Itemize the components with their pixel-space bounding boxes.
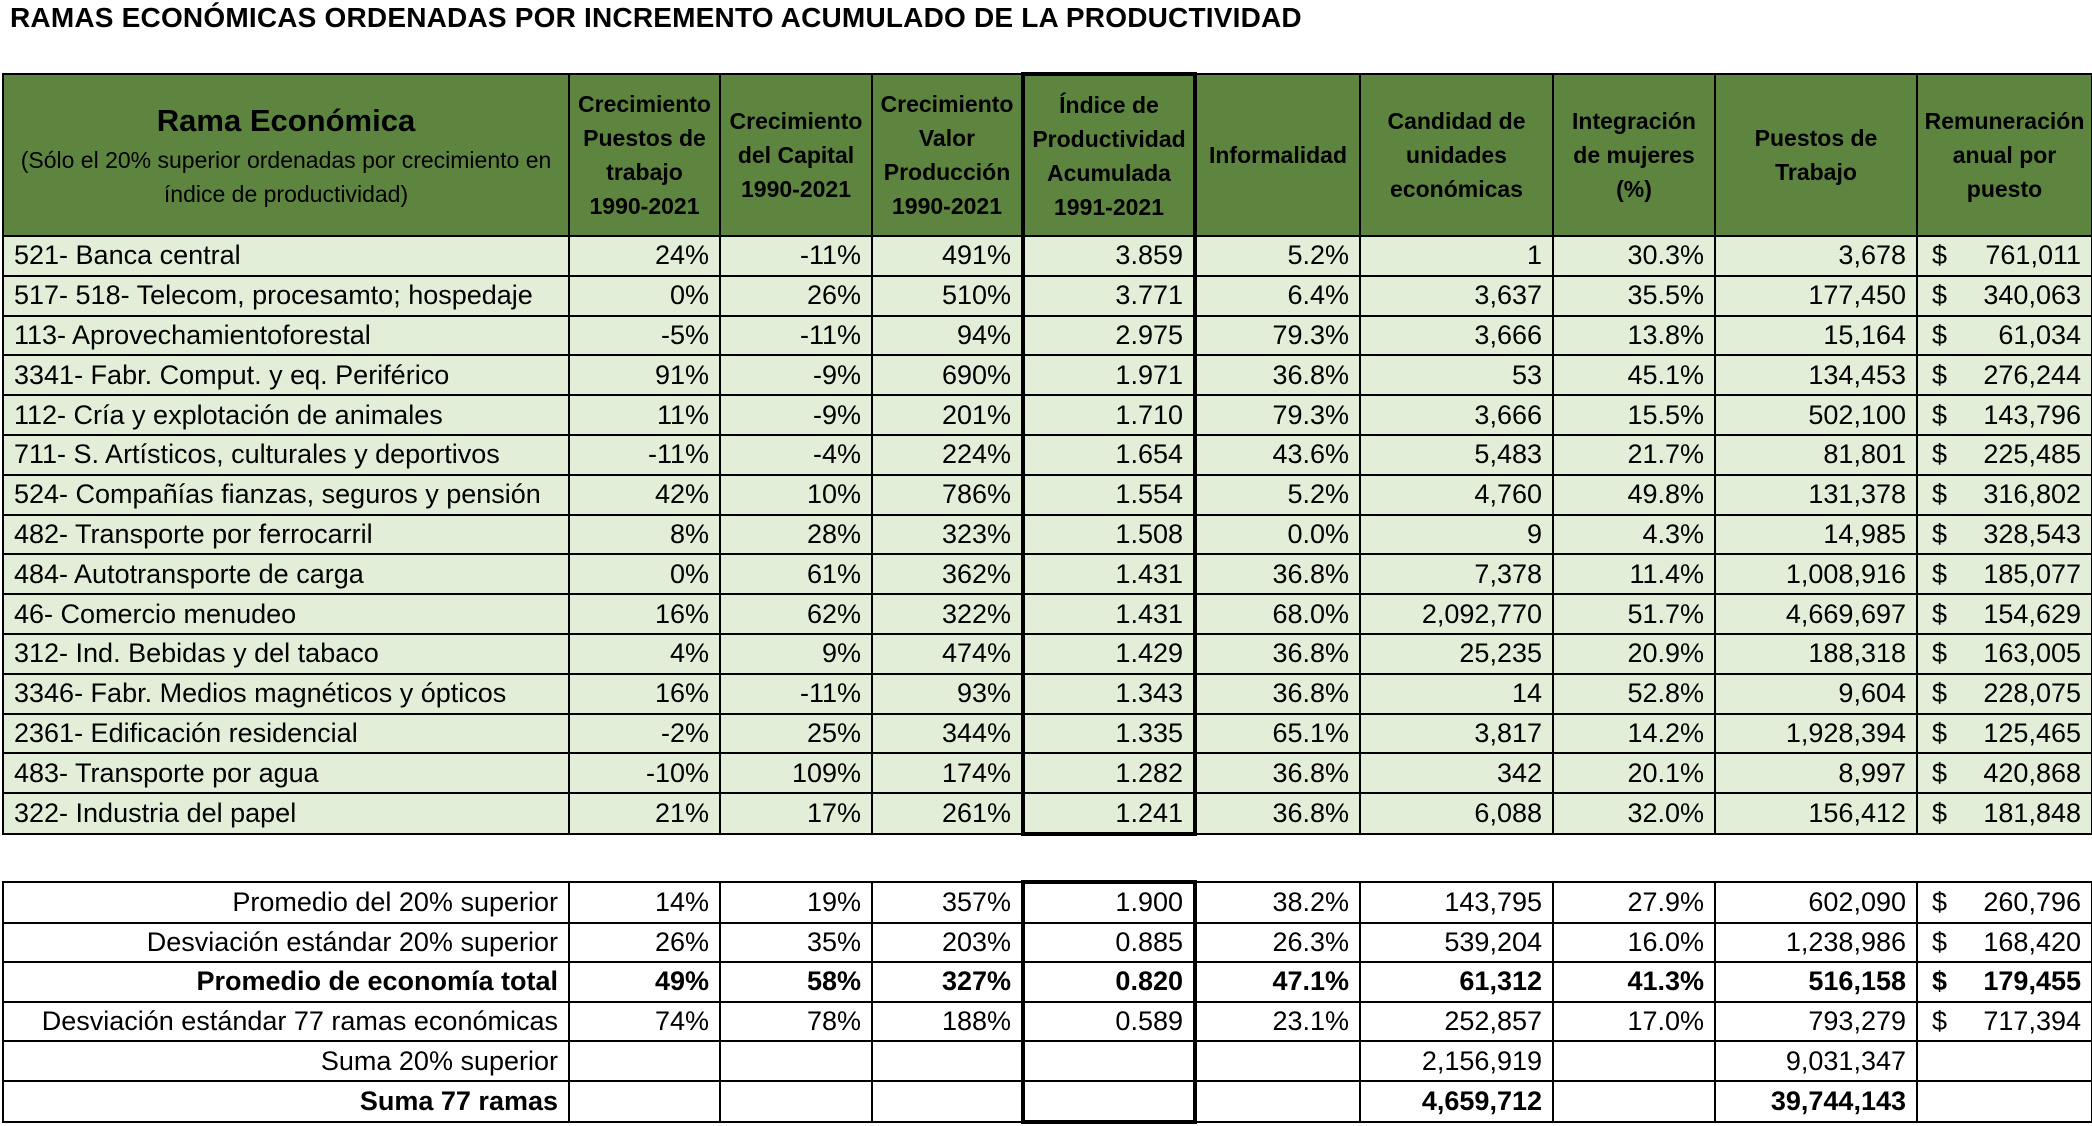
header-row — [3, 74, 2092, 236]
currency-symbol: $ — [1932, 717, 1948, 748]
remuneracion-value: 420,868 — [1983, 757, 2081, 788]
cell-label: Suma 20% superior — [3, 1041, 569, 1081]
cell-puestos-trabajo: 9,604 — [1715, 674, 1917, 714]
cell-informalidad: 65.1% — [1195, 714, 1360, 754]
cell-remuneracion — [1917, 515, 2092, 555]
table-row — [3, 634, 2092, 674]
cell-informalidad: 36.8% — [1195, 634, 1360, 674]
cell-puestos-trabajo: 8,997 — [1715, 753, 1917, 793]
table-row — [3, 316, 2092, 356]
remuneracion-value: 761,011 — [1985, 240, 2081, 271]
cell-rama: 483- Transporte por agua — [3, 753, 569, 793]
cell-puestos-trabajo: 1,238,986 — [1715, 923, 1917, 963]
cell-puestos-trabajo: 1,928,394 — [1715, 714, 1917, 754]
currency-symbol: $ — [1932, 439, 1948, 470]
summary-row — [3, 1081, 2092, 1122]
table-row — [3, 793, 2092, 834]
summary-table-body — [3, 882, 2092, 1122]
remuneracion-value: 225,485 — [1983, 439, 2081, 470]
cell-puestos-trabajo: 793,279 — [1715, 1002, 1917, 1042]
cell-rama: 482- Transporte por ferrocarril — [3, 515, 569, 555]
cell-mujeres: 52.8% — [1553, 674, 1715, 714]
cell-indice: 1.654 — [1023, 435, 1195, 475]
cell-capital: 78% — [720, 1002, 872, 1042]
cell-unidades: 342 — [1360, 753, 1553, 793]
cell-rama: 322- Industria del papel — [3, 793, 569, 834]
cell-mujeres: 30.3% — [1553, 236, 1715, 276]
currency-symbol: $ — [1932, 598, 1948, 629]
cell-indice: 3.859 — [1023, 236, 1195, 276]
currency-symbol: $ — [1932, 926, 1948, 957]
cell-valor: 188% — [872, 1002, 1023, 1042]
cell-remuneracion — [1917, 1081, 2092, 1122]
cell-unidades: 9 — [1360, 515, 1553, 555]
summary-row — [3, 882, 2092, 923]
cell-informalidad: 43.6% — [1195, 435, 1360, 475]
cell-capital: -11% — [720, 236, 872, 276]
cell-capital — [720, 1081, 872, 1122]
cell-remuneracion — [1917, 316, 2092, 356]
cell-puestos-trabajo: 177,450 — [1715, 276, 1917, 316]
cell-indice: 1.431 — [1023, 594, 1195, 634]
page-title: RAMAS ECONÓMICAS ORDENADAS POR INCREMENTO ACUMULADO DE LA PRODUCTIVIDAD — [10, 2, 1302, 33]
cell-capital: 62% — [720, 594, 872, 634]
cell-indice: 1.431 — [1023, 554, 1195, 594]
summary-table — [2, 880, 2092, 1124]
cell-indice — [1023, 1081, 1195, 1122]
cell-remuneracion — [1917, 554, 2092, 594]
cell-unidades: 25,235 — [1360, 634, 1553, 674]
cell-puestos: 0% — [569, 554, 720, 594]
cell-mujeres: 32.0% — [1553, 793, 1715, 834]
cell-puestos: 16% — [569, 594, 720, 634]
cell-puestos: 26% — [569, 923, 720, 963]
cell-remuneracion — [1917, 276, 2092, 316]
cell-unidades: 3,666 — [1360, 395, 1553, 435]
cell-puestos-trabajo: 39,744,143 — [1715, 1081, 1917, 1122]
cell-unidades: 1 — [1360, 236, 1553, 276]
cell-label: Desviación estándar 20% superior — [3, 923, 569, 963]
cell-remuneracion — [1917, 962, 2092, 1002]
cell-remuneracion — [1917, 882, 2092, 923]
cell-indice: 1.710 — [1023, 395, 1195, 435]
cell-puestos: 16% — [569, 674, 720, 714]
cell-informalidad: 47.1% — [1195, 962, 1360, 1002]
cell-mujeres: 20.9% — [1553, 634, 1715, 674]
cell-unidades: 14 — [1360, 674, 1553, 714]
cell-mujeres: 16.0% — [1553, 923, 1715, 963]
cell-indice: 1.282 — [1023, 753, 1195, 793]
remuneracion-value: 179,455 — [1983, 966, 2081, 997]
remuneracion-value: 316,802 — [1983, 479, 2081, 510]
cell-label: Desviación estándar 77 ramas económicas — [3, 1002, 569, 1042]
cell-informalidad: 5.2% — [1195, 236, 1360, 276]
table-row — [3, 355, 2092, 395]
cell-unidades: 252,857 — [1360, 1002, 1553, 1042]
cell-remuneracion — [1917, 1002, 2092, 1042]
cell-rama: 484- Autotransporte de carga — [3, 554, 569, 594]
cell-valor: 224% — [872, 435, 1023, 475]
cell-puestos-trabajo: 9,031,347 — [1715, 1041, 1917, 1081]
cell-informalidad: 36.8% — [1195, 355, 1360, 395]
cell-indice: 1.554 — [1023, 475, 1195, 515]
cell-puestos: 49% — [569, 962, 720, 1002]
cell-remuneracion — [1917, 355, 2092, 395]
summary-row — [3, 1041, 2092, 1081]
cell-capital: 61% — [720, 554, 872, 594]
cell-capital: -9% — [720, 395, 872, 435]
cell-rama: 521- Banca central — [3, 236, 569, 276]
cell-informalidad: 79.3% — [1195, 316, 1360, 356]
cell-puestos: 21% — [569, 793, 720, 834]
col-header-rama-title: Rama Económica — [156, 103, 416, 138]
table-row — [3, 714, 2092, 754]
cell-informalidad: 23.1% — [1195, 1002, 1360, 1042]
cell-puestos: 42% — [569, 475, 720, 515]
currency-symbol: $ — [1932, 479, 1948, 510]
currency-symbol: $ — [1932, 319, 1948, 350]
cell-indice — [1023, 1041, 1195, 1081]
cell-remuneracion — [1917, 475, 2092, 515]
cell-mujeres: 45.1% — [1553, 355, 1715, 395]
cell-puestos-trabajo: 188,318 — [1715, 634, 1917, 674]
cell-remuneracion — [1917, 594, 2092, 634]
cell-capital — [720, 1041, 872, 1081]
cell-puestos: 24% — [569, 236, 720, 276]
cell-indice: 2.975 — [1023, 316, 1195, 356]
cell-unidades: 2,156,919 — [1360, 1041, 1553, 1081]
cell-valor: 322% — [872, 594, 1023, 634]
cell-rama: 3346- Fabr. Medios magnéticos y ópticos — [3, 674, 569, 714]
currency-symbol: $ — [1932, 678, 1948, 709]
cell-informalidad — [1195, 1041, 1360, 1081]
cell-informalidad: 36.8% — [1195, 674, 1360, 714]
cell-valor: 474% — [872, 634, 1023, 674]
currency-symbol: $ — [1932, 359, 1948, 390]
main-table — [2, 72, 2092, 836]
cell-capital: 58% — [720, 962, 872, 1002]
cell-unidades: 53 — [1360, 355, 1553, 395]
table-row — [3, 475, 2092, 515]
cell-puestos: -2% — [569, 714, 720, 754]
cell-puestos — [569, 1041, 720, 1081]
cell-puestos — [569, 1081, 720, 1122]
col-header-puestos: Crecimiento Puestos de trabajo 1990-2021 — [569, 74, 720, 236]
remuneracion-value: 61,034 — [1998, 319, 2081, 350]
cell-indice: 1.335 — [1023, 714, 1195, 754]
cell-informalidad: 68.0% — [1195, 594, 1360, 634]
currency-symbol: $ — [1932, 240, 1948, 271]
cell-valor: 357% — [872, 882, 1023, 923]
cell-indice: 1.241 — [1023, 793, 1195, 834]
cell-unidades: 539,204 — [1360, 923, 1553, 963]
remuneracion-value: 228,075 — [1983, 678, 2081, 709]
cell-rama: 524- Compañías fianzas, seguros y pensión — [3, 475, 569, 515]
cell-mujeres — [1553, 1081, 1715, 1122]
cell-valor: 174% — [872, 753, 1023, 793]
remuneracion-value: 717,394 — [1983, 1006, 2081, 1037]
cell-mujeres: 14.2% — [1553, 714, 1715, 754]
cell-rama: 112- Cría y explotación de animales — [3, 395, 569, 435]
cell-puestos-trabajo: 134,453 — [1715, 355, 1917, 395]
table-row — [3, 395, 2092, 435]
cell-rama: 517- 518- Telecom, procesamto; hospedaje — [3, 276, 569, 316]
cell-valor: 203% — [872, 923, 1023, 963]
remuneracion-value: 185,077 — [1983, 558, 2081, 589]
cell-label: Suma 77 ramas — [3, 1081, 569, 1122]
cell-capital: 17% — [720, 793, 872, 834]
cell-puestos: 8% — [569, 515, 720, 555]
remuneracion-value: 276,244 — [1983, 359, 2081, 390]
cell-valor: 93% — [872, 674, 1023, 714]
currency-symbol: $ — [1932, 399, 1948, 430]
cell-unidades: 6,088 — [1360, 793, 1553, 834]
cell-capital: 25% — [720, 714, 872, 754]
cell-informalidad: 79.3% — [1195, 395, 1360, 435]
cell-unidades: 3,666 — [1360, 316, 1553, 356]
cell-puestos-trabajo: 131,378 — [1715, 475, 1917, 515]
currency-symbol: $ — [1932, 798, 1948, 829]
cell-puestos: 0% — [569, 276, 720, 316]
cell-mujeres: 20.1% — [1553, 753, 1715, 793]
col-header-valor: Crecimiento Valor Producción 1990-2021 — [872, 74, 1023, 236]
cell-capital: 26% — [720, 276, 872, 316]
cell-puestos: 74% — [569, 1002, 720, 1042]
cell-valor: 261% — [872, 793, 1023, 834]
cell-indice: 1.900 — [1023, 882, 1195, 923]
currency-symbol: $ — [1932, 638, 1948, 669]
cell-valor: 510% — [872, 276, 1023, 316]
cell-unidades: 2,092,770 — [1360, 594, 1553, 634]
col-header-mujeres: Integración de mujeres (%) — [1553, 74, 1715, 236]
cell-capital: -9% — [720, 355, 872, 395]
cell-indice: 3.771 — [1023, 276, 1195, 316]
cell-puestos: 91% — [569, 355, 720, 395]
cell-rama: 312- Ind. Bebidas y del tabaco — [3, 634, 569, 674]
remuneracion-value: 340,063 — [1983, 280, 2081, 311]
col-header-rama — [3, 74, 569, 236]
cell-informalidad: 6.4% — [1195, 276, 1360, 316]
cell-mujeres: 51.7% — [1553, 594, 1715, 634]
cell-unidades: 7,378 — [1360, 554, 1553, 594]
cell-remuneracion — [1917, 395, 2092, 435]
cell-puestos: -10% — [569, 753, 720, 793]
summary-row — [3, 923, 2092, 963]
cell-valor: 327% — [872, 962, 1023, 1002]
cell-unidades: 5,483 — [1360, 435, 1553, 475]
col-header-capital: Crecimiento del Capital 1990-2021 — [720, 74, 872, 236]
cell-capital: -11% — [720, 674, 872, 714]
cell-indice: 1.429 — [1023, 634, 1195, 674]
cell-unidades: 3,637 — [1360, 276, 1553, 316]
cell-puestos-trabajo: 3,678 — [1715, 236, 1917, 276]
remuneracion-value: 328,543 — [1983, 518, 2081, 549]
currency-symbol: $ — [1932, 518, 1948, 549]
col-header-remuneracion: Remuneración anual por puesto — [1917, 74, 2092, 236]
cell-valor: 690% — [872, 355, 1023, 395]
cell-valor: 491% — [872, 236, 1023, 276]
cell-mujeres: 4.3% — [1553, 515, 1715, 555]
cell-valor: 344% — [872, 714, 1023, 754]
cell-indice: 0.885 — [1023, 923, 1195, 963]
cell-indice: 1.343 — [1023, 674, 1195, 714]
table-row — [3, 276, 2092, 316]
cell-puestos-trabajo: 15,164 — [1715, 316, 1917, 356]
cell-rama: 2361- Edificación residencial — [3, 714, 569, 754]
cell-unidades: 61,312 — [1360, 962, 1553, 1002]
cell-puestos-trabajo: 14,985 — [1715, 515, 1917, 555]
remuneracion-value: 260,796 — [1983, 886, 2081, 917]
cell-puestos: -11% — [569, 435, 720, 475]
cell-remuneracion — [1917, 1041, 2092, 1081]
cell-mujeres: 49.8% — [1553, 475, 1715, 515]
table-row — [3, 753, 2092, 793]
cell-informalidad: 38.2% — [1195, 882, 1360, 923]
currency-symbol: $ — [1932, 1006, 1948, 1037]
currency-symbol: $ — [1932, 757, 1948, 788]
summary-row — [3, 1002, 2092, 1042]
cell-indice: 1.971 — [1023, 355, 1195, 395]
cell-unidades: 4,659,712 — [1360, 1081, 1553, 1122]
cell-valor — [872, 1041, 1023, 1081]
col-header-rama-subtitle: (Sólo el 20% superior ordenadas por crecimiento en índice de productividad) — [20, 147, 552, 207]
remuneracion-value: 143,796 — [1983, 399, 2081, 430]
summary-row — [3, 962, 2092, 1002]
cell-remuneracion — [1917, 753, 2092, 793]
table-row — [3, 515, 2092, 555]
col-header-puestos-trabajo: Puestos de Trabajo — [1715, 74, 1917, 236]
cell-puestos: 14% — [569, 882, 720, 923]
cell-informalidad: 36.8% — [1195, 753, 1360, 793]
table-row — [3, 236, 2092, 276]
currency-symbol: $ — [1932, 280, 1948, 311]
currency-symbol: $ — [1932, 966, 1948, 997]
main-table-body — [3, 236, 2092, 834]
cell-mujeres: 11.4% — [1553, 554, 1715, 594]
cell-capital: -11% — [720, 316, 872, 356]
currency-symbol: $ — [1932, 886, 1948, 917]
table-row — [3, 554, 2092, 594]
remuneracion-value: 168,420 — [1983, 926, 2081, 957]
cell-puestos-trabajo: 1,008,916 — [1715, 554, 1917, 594]
cell-capital: -4% — [720, 435, 872, 475]
cell-informalidad: 5.2% — [1195, 475, 1360, 515]
cell-rama: 711- S. Artísticos, culturales y deportivos — [3, 435, 569, 475]
cell-indice: 0.589 — [1023, 1002, 1195, 1042]
cell-remuneracion — [1917, 435, 2092, 475]
cell-puestos-trabajo: 156,412 — [1715, 793, 1917, 834]
col-header-informalidad: Informalidad — [1195, 74, 1360, 236]
col-header-indice: Índice de Productividad Acumulada 1991-2021 — [1023, 74, 1195, 236]
remuneracion-value: 181,848 — [1983, 798, 2081, 829]
table-row — [3, 594, 2092, 634]
cell-capital: 35% — [720, 923, 872, 963]
cell-informalidad — [1195, 1081, 1360, 1122]
cell-puestos-trabajo: 502,100 — [1715, 395, 1917, 435]
cell-informalidad: 26.3% — [1195, 923, 1360, 963]
cell-valor: 323% — [872, 515, 1023, 555]
table-row — [3, 435, 2092, 475]
cell-label: Promedio del 20% superior — [3, 882, 569, 923]
cell-remuneracion — [1917, 923, 2092, 963]
cell-mujeres: 15.5% — [1553, 395, 1715, 435]
cell-mujeres: 27.9% — [1553, 882, 1715, 923]
remuneracion-value: 125,465 — [1983, 717, 2081, 748]
cell-informalidad: 36.8% — [1195, 554, 1360, 594]
cell-mujeres: 21.7% — [1553, 435, 1715, 475]
cell-capital: 9% — [720, 634, 872, 674]
cell-indice: 0.820 — [1023, 962, 1195, 1002]
cell-rama: 3341- Fabr. Comput. y eq. Periférico — [3, 355, 569, 395]
cell-puestos: 11% — [569, 395, 720, 435]
cell-informalidad: 36.8% — [1195, 793, 1360, 834]
cell-indice: 1.508 — [1023, 515, 1195, 555]
cell-puestos-trabajo: 602,090 — [1715, 882, 1917, 923]
cell-mujeres — [1553, 1041, 1715, 1081]
cell-puestos: -5% — [569, 316, 720, 356]
cell-puestos: 4% — [569, 634, 720, 674]
cell-capital: 28% — [720, 515, 872, 555]
cell-puestos-trabajo: 4,669,697 — [1715, 594, 1917, 634]
cell-valor: 362% — [872, 554, 1023, 594]
cell-remuneracion — [1917, 236, 2092, 276]
cell-remuneracion — [1917, 634, 2092, 674]
cell-puestos-trabajo: 81,801 — [1715, 435, 1917, 475]
cell-rama: 113- Aprovechamientoforestal — [3, 316, 569, 356]
cell-remuneracion — [1917, 674, 2092, 714]
cell-valor: 94% — [872, 316, 1023, 356]
cell-capital: 19% — [720, 882, 872, 923]
remuneracion-value: 163,005 — [1983, 638, 2081, 669]
cell-capital: 109% — [720, 753, 872, 793]
table-row — [3, 674, 2092, 714]
cell-mujeres: 13.8% — [1553, 316, 1715, 356]
cell-remuneracion — [1917, 793, 2092, 834]
cell-valor: 786% — [872, 475, 1023, 515]
cell-unidades: 4,760 — [1360, 475, 1553, 515]
cell-label: Promedio de economía total — [3, 962, 569, 1002]
remuneracion-value: 154,629 — [1983, 598, 2081, 629]
cell-puestos-trabajo: 516,158 — [1715, 962, 1917, 1002]
cell-mujeres: 35.5% — [1553, 276, 1715, 316]
cell-valor — [872, 1081, 1023, 1122]
cell-mujeres: 41.3% — [1553, 962, 1715, 1002]
cell-unidades: 143,795 — [1360, 882, 1553, 923]
cell-remuneracion — [1917, 714, 2092, 754]
cell-mujeres: 17.0% — [1553, 1002, 1715, 1042]
cell-rama: 46- Comercio menudeo — [3, 594, 569, 634]
cell-valor: 201% — [872, 395, 1023, 435]
cell-unidades: 3,817 — [1360, 714, 1553, 754]
cell-capital: 10% — [720, 475, 872, 515]
currency-symbol: $ — [1932, 558, 1948, 589]
col-header-unidades: Candidad de unidades económicas — [1360, 74, 1553, 236]
cell-informalidad: 0.0% — [1195, 515, 1360, 555]
